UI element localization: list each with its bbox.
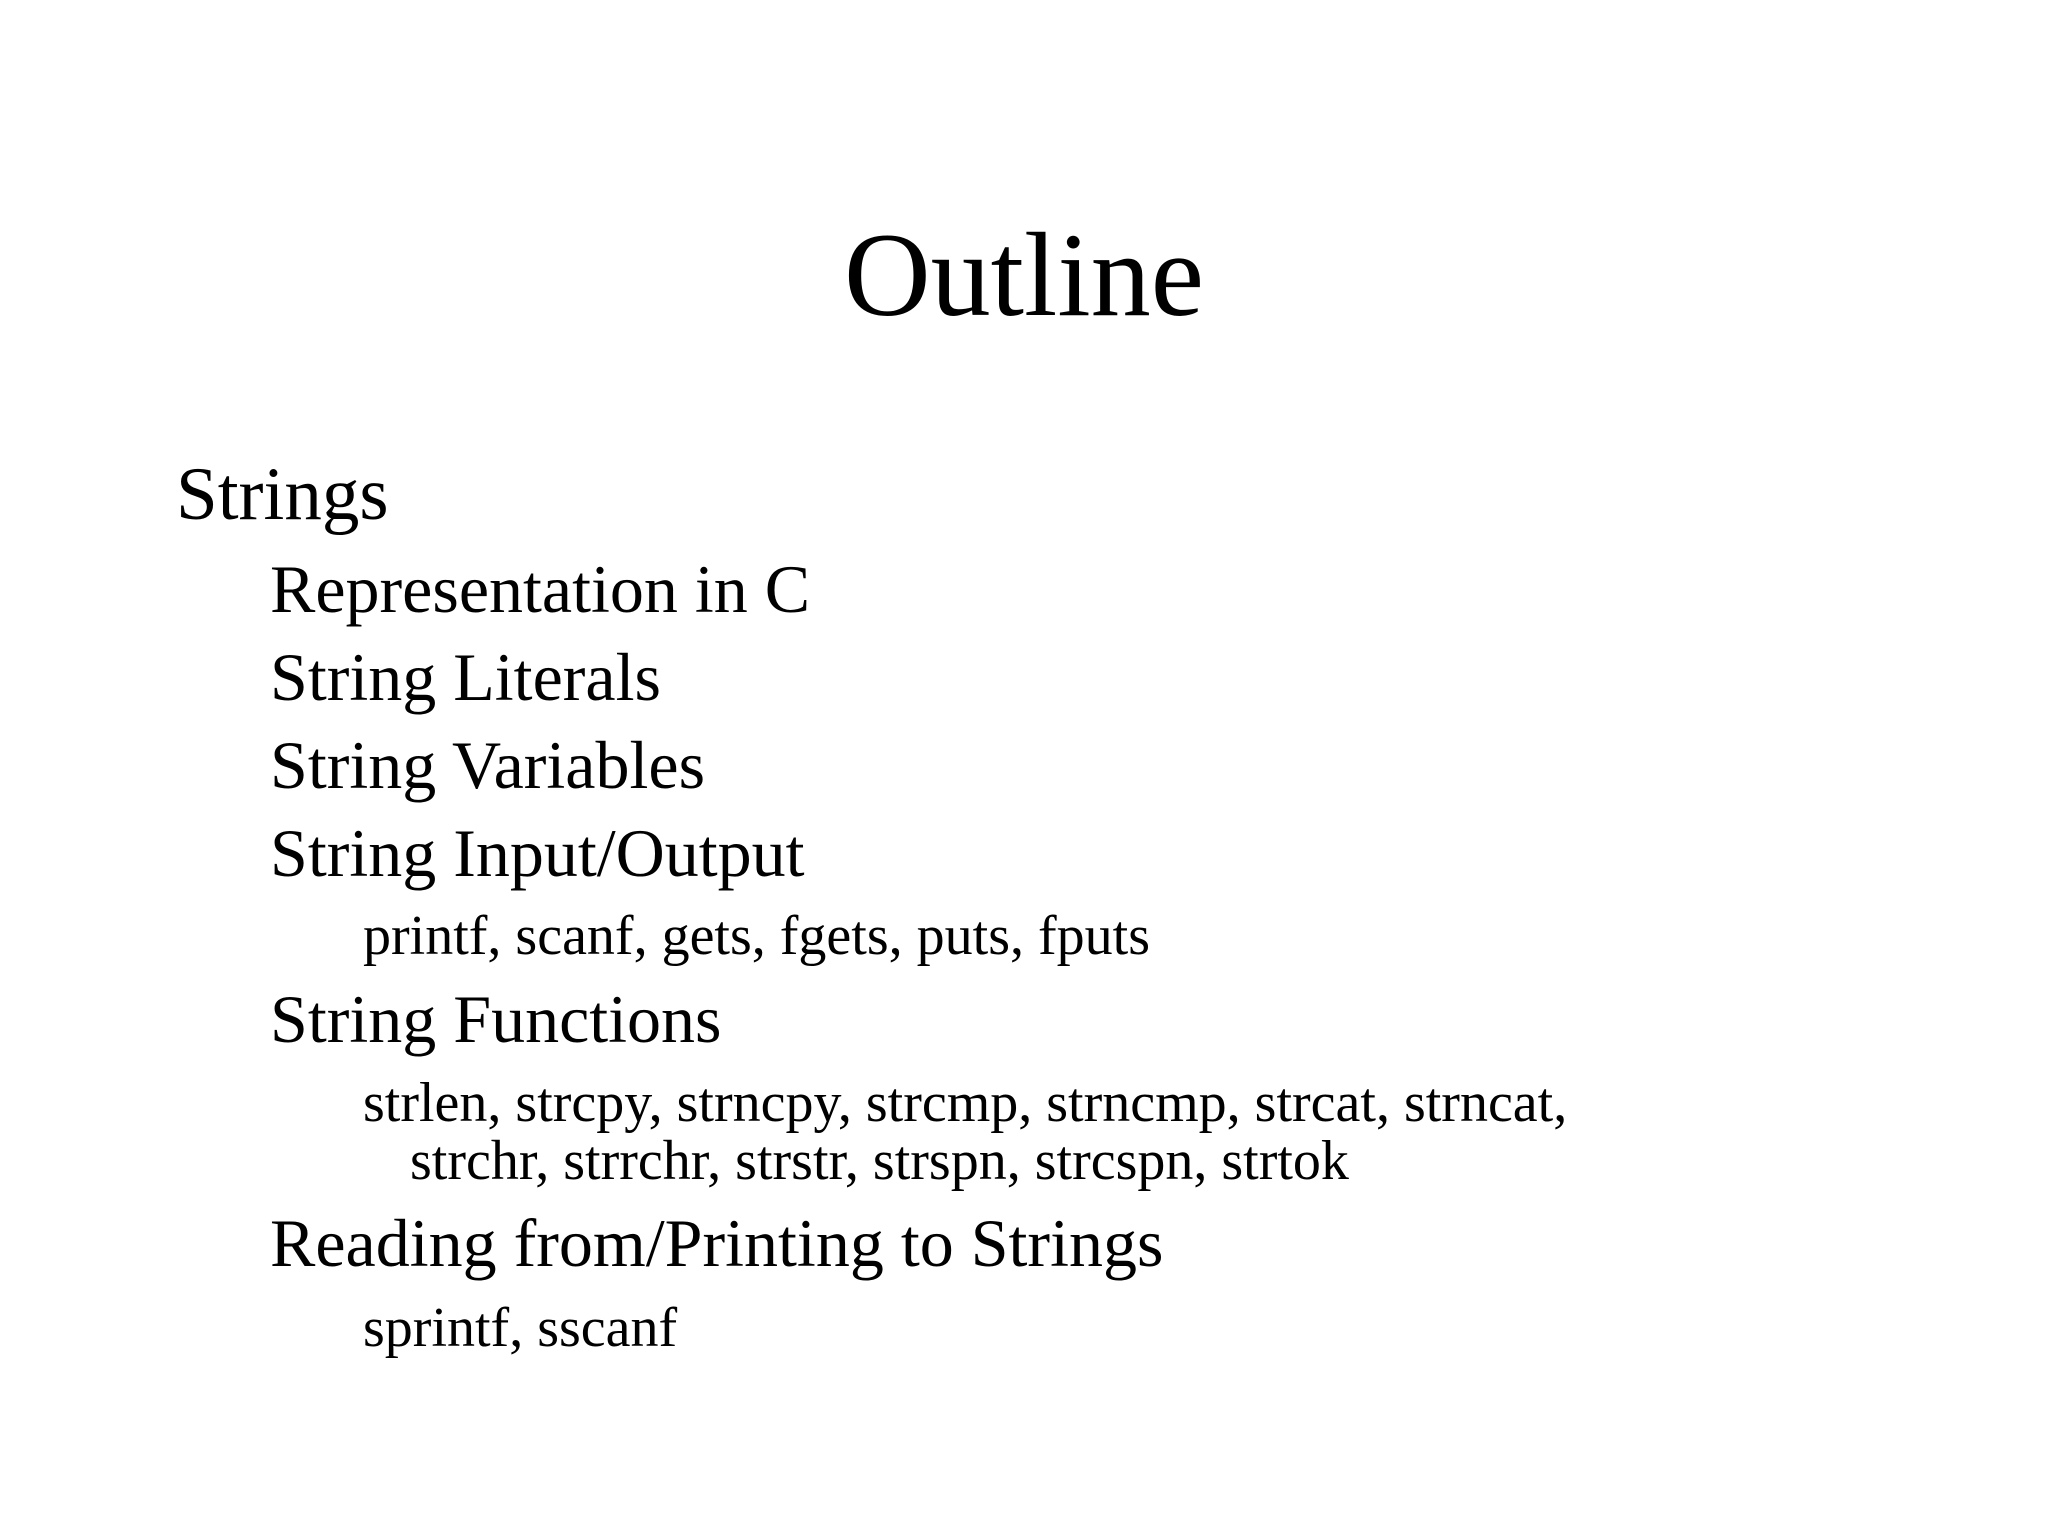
outline-item-string-functions: String Functions bbox=[270, 981, 722, 1057]
outline-subitem-string-functions-line2: strchr, strrchr, strstr, strspn, strcspn, strtok bbox=[410, 1130, 1349, 1192]
outline-item-reading-printing: Reading from/Printing to Strings bbox=[270, 1205, 1164, 1281]
outline-topic: Strings bbox=[176, 453, 389, 536]
outline-item-string-literals: String Literals bbox=[270, 639, 661, 715]
outline-subitem-string-functions-line1: strlen, strcpy, strncpy, strcmp, strncmp, strcat, strncat, bbox=[363, 1072, 1568, 1134]
outline-subitem-reading-printing-functions: sprintf, sscanf bbox=[363, 1297, 678, 1359]
outline-item-string-variables: String Variables bbox=[270, 727, 706, 803]
outline-item-string-io: String Input/Output bbox=[270, 815, 805, 891]
slide-title: Outline bbox=[844, 208, 1204, 341]
outline-item-representation: Representation in C bbox=[270, 551, 811, 627]
outline-subitem-io-functions: printf, scanf, gets, fgets, puts, fputs bbox=[363, 905, 1150, 967]
